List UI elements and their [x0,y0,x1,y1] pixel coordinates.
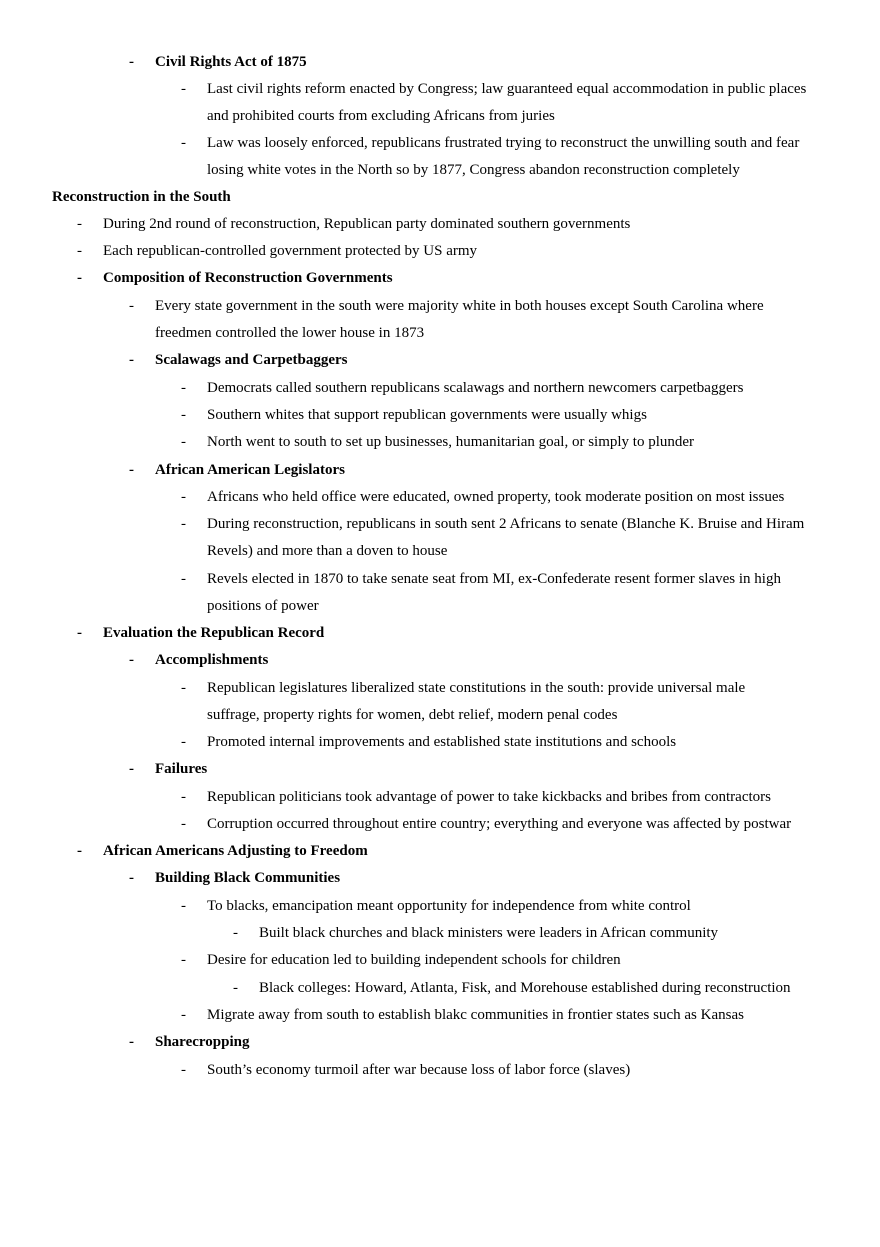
bullet-dash: - [233,980,238,996]
bullet-dash: - [181,789,186,805]
bullet-text: Desire for education led to building independent schools for children [207,952,621,968]
heading-text: Failures [155,761,208,777]
bullet-dash: - [77,270,82,286]
bullet-dash: - [181,734,186,750]
bullet-text: Africans who held office were educated, owned property, took moderate position on most issues [207,489,785,505]
bullet-dash: - [181,1007,186,1023]
bullet-text: North went to south to set up businesses, humanitarian goal, or simply to plunder [207,434,695,450]
bullet-dash: - [181,680,186,696]
bullet-text: Southern whites that support republican governments were usually whigs [207,407,647,423]
heading-text: Building Black Communities [155,870,341,886]
bullet-dash: - [181,135,186,151]
heading-text: Scalawags and Carpetbaggers [155,352,348,368]
bullet-dash: - [233,925,238,941]
bullet-dash: - [77,625,82,641]
bullet-text: Law was loosely enforced, republicans frustrated trying to reconstruct the unwilling south and fear losing white votes in the North so by 1877, Congress abandon reconstruction completely [207,135,800,178]
bullet-dash: - [181,380,186,396]
bullet-dash: - [181,81,186,97]
bullet-dash: - [129,761,134,777]
bullet-dash: - [181,434,186,450]
bullet-text: Last civil rights reform enacted by Congress; law guaranteed equal accommodation in public places and prohibited courts from excluding Africans from juries [207,81,807,124]
bullet-text: Republican politicians took advantage of power to take kickbacks and bribes from contractors [207,789,771,805]
bullet-dash: - [181,407,186,423]
heading-text: Composition of Reconstruction Governments [103,270,393,286]
bullet-dash: - [181,516,186,532]
bullet-text: Each republican-controlled government protected by US army [103,243,478,259]
bullet-text: Revels elected in 1870 to take senate seat from MI, ex-Confederate resent former slaves in high positions of power [207,571,781,614]
bullet-text: Corruption occurred throughout entire country; everything and everyone was affected by postwar [207,816,792,832]
bullet-dash: - [181,898,186,914]
bullet-text: Black colleges: Howard, Atlanta, Fisk, and Morehouse established during reconstruction [259,980,791,996]
bullet-dash: - [129,652,134,668]
bullet-text: Migrate away from south to establish blakc communities in frontier states such as Kansas [207,1007,744,1023]
bullet-dash: - [129,298,134,314]
bullet-dash: - [181,571,186,587]
heading-text: Evaluation the Republican Record [103,625,325,641]
bullet-dash: - [77,843,82,859]
bullet-text: To blacks, emancipation meant opportunity for independence from white control [207,898,691,914]
bullet-text: Built black churches and black ministers were leaders in African community [259,925,719,941]
section-heading-text: Reconstruction in the South [52,189,231,205]
bullet-dash: - [181,1062,186,1078]
bullet-text: Every state government in the south were majority white in both houses except South Carolina where freedmen controlled the lower house in 1873 [155,298,764,341]
bullet-text: During reconstruction, republicans in south sent 2 Africans to senate (Blanche K. Bruise and Hiram Revels) and more than a doven to house [207,516,805,559]
bullet-text: South’s economy turmoil after war because loss of labor force (slaves) [207,1062,631,1078]
heading-text: African American Legislators [155,462,345,478]
heading-text: Civil Rights Act of 1875 [155,54,307,70]
bullet-dash: - [181,816,186,832]
bullet-dash: - [129,462,134,478]
bullet-dash: - [129,1034,134,1050]
bullet-dash: - [129,352,134,368]
heading-text: African Americans Adjusting to Freedom [103,843,368,859]
heading-text: Sharecropping [155,1034,250,1050]
bullet-dash: - [77,216,82,232]
heading-text: Accomplishments [155,652,269,668]
bullet-dash: - [181,489,186,505]
bullet-dash: - [181,952,186,968]
bullet-text: During 2nd round of reconstruction, Republican party dominated southern governments [103,216,631,232]
bullet-dash: - [77,243,82,259]
bullet-dash: - [129,870,134,886]
bullet-dash: - [129,54,134,70]
bullet-text: Democrats called southern republicans scalawags and northern newcomers carpetbaggers [207,380,744,396]
bullet-text: Promoted internal improvements and established state institutions and schools [207,734,677,750]
bullet-text: Republican legislatures liberalized state constitutions in the south: provide universal male suffrage, property rights for women, debt relief, modern penal codes [207,680,746,723]
